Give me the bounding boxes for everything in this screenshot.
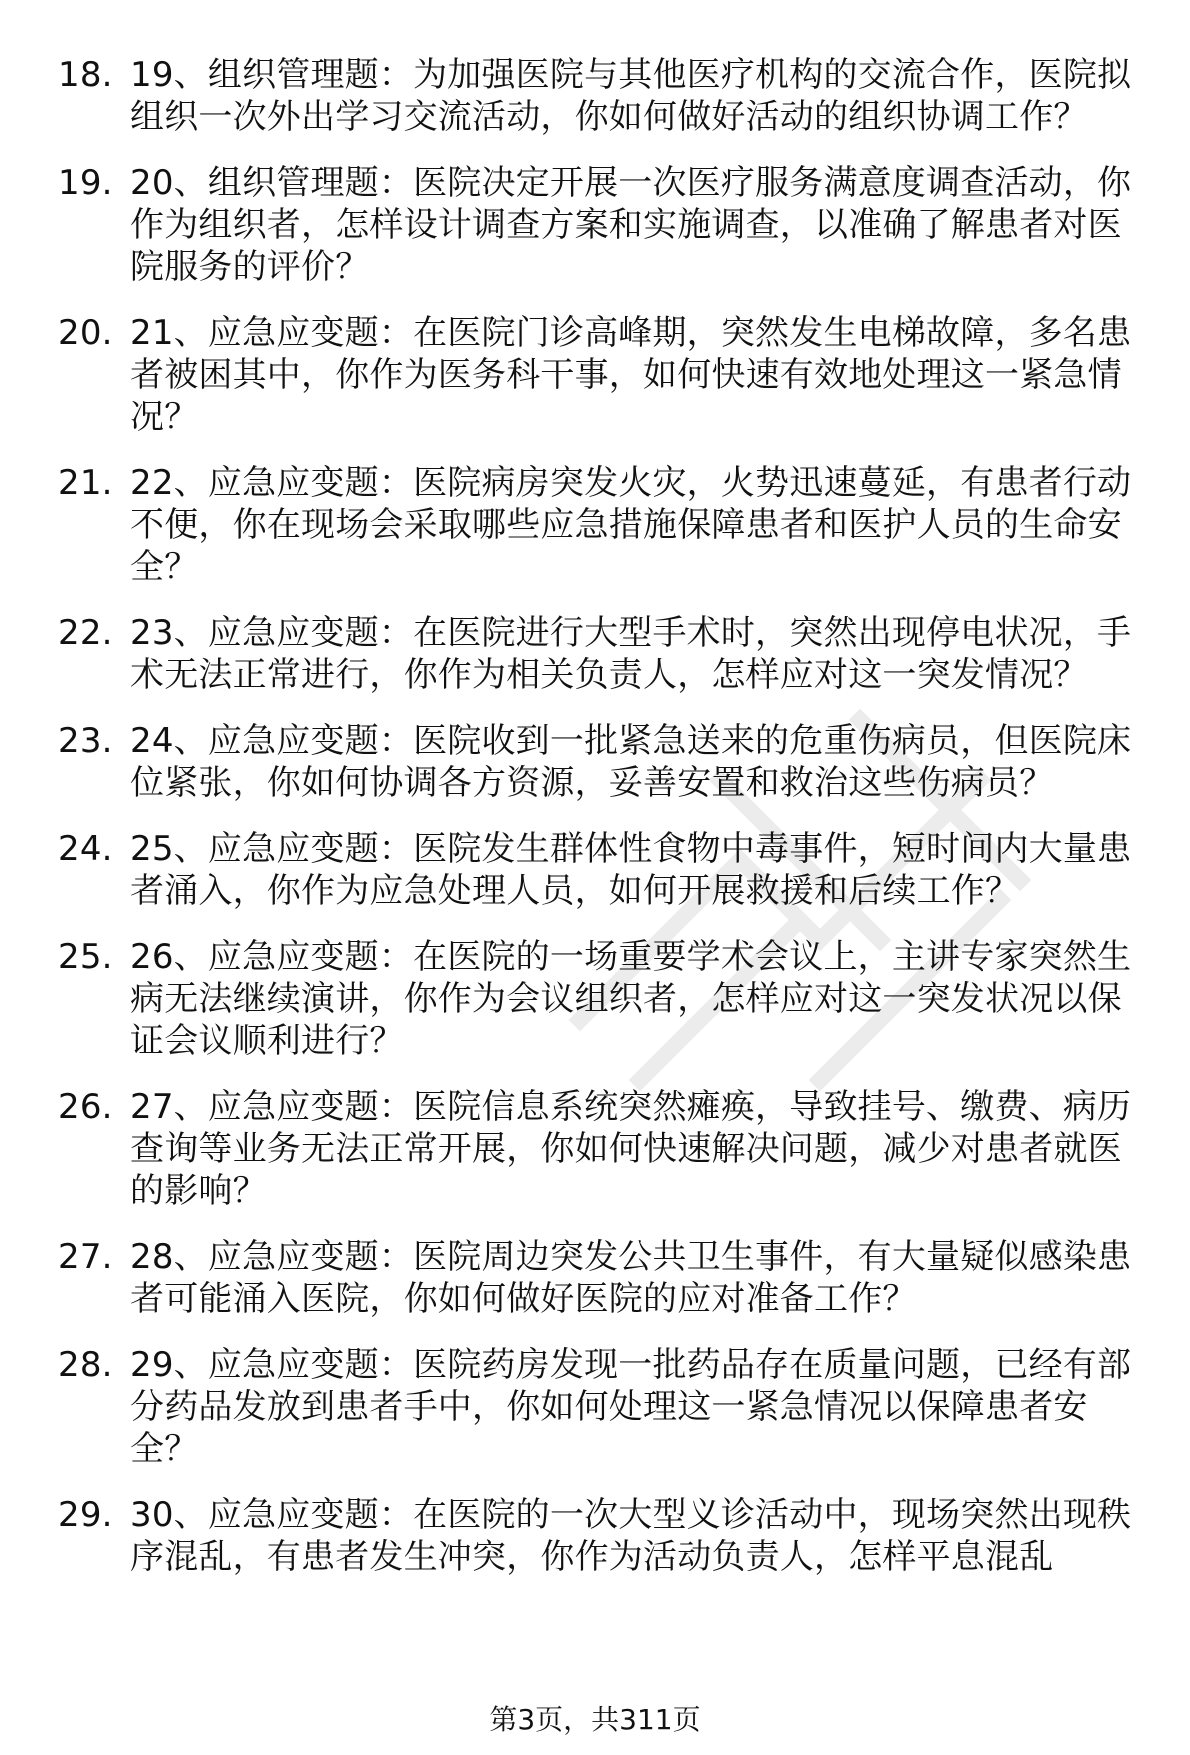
page-number-label: 第3页，共311页: [489, 1703, 701, 1736]
question-text: 30、应急应变题：在医院的一次大型义诊活动中，现场突然出现秩序混乱，有患者发生冲突，你作为活动负责人，怎样平息混乱: [130, 1495, 1132, 1577]
question-text: 21、应急应变题：在医院门诊高峰期，突然发生电梯故障，多名患者被困其中，你作为医务科干事，如何快速有效地处理这一紧急情况？: [130, 313, 1132, 437]
question-item: [58, 312, 1148, 438]
question-item: [58, 54, 1148, 138]
question-text: 24、应急应变题：医院收到一批紧急送来的危重伤病员，但医院床位紧张，你如何协调各方资源，妥善安置和救治这些伤病员？: [130, 721, 1132, 803]
question-text: 27、应急应变题：医院信息系统突然瘫痪，导致挂号、缴费、病历查询等业务无法正常开展，你如何快速解决问题，减少对患者就医的影响？: [130, 1087, 1132, 1211]
question-item: [58, 462, 1148, 588]
question-number: 27.: [58, 1237, 113, 1277]
question-item: [58, 828, 1148, 912]
question-number: 26.: [58, 1087, 113, 1127]
question-item: [58, 1236, 1148, 1320]
page-footer: [0, 1703, 1190, 1737]
question-text: 28、应急应变题：医院周边突发公共卫生事件，有大量疑似感染患者可能涌入医院，你如何做好医院的应对准备工作？: [130, 1237, 1132, 1319]
question-text: 19、组织管理题：为加强医院与其他医疗机构的交流合作，医院拟组织一次外出学习交流活动，你如何做好活动的组织协调工作？: [130, 55, 1132, 137]
question-list: [58, 54, 1148, 1602]
question-item: [58, 1494, 1148, 1578]
question-number: 18.: [58, 55, 113, 95]
question-number: 19.: [58, 163, 113, 203]
question-number: 24.: [58, 829, 113, 869]
question-number: 22.: [58, 613, 113, 653]
question-number: 29.: [58, 1495, 113, 1535]
question-item: [58, 936, 1148, 1062]
question-item: [58, 162, 1148, 288]
question-text: 20、组织管理题：医院决定开展一次医疗服务满意度调查活动，你作为组织者，怎样设计调查方案和实施调查，以准确了解患者对医院服务的评价？: [130, 163, 1132, 287]
question-text: 26、应急应变题：在医院的一场重要学术会议上，主讲专家突然生病无法继续演讲，你作为会议组织者，怎样应对这一突发状况以保证会议顺利进行？: [130, 937, 1132, 1061]
question-item: [58, 1086, 1148, 1212]
question-number: 20.: [58, 313, 113, 353]
question-number: 23.: [58, 721, 113, 761]
question-text: 25、应急应变题：医院发生群体性食物中毒事件，短时间内大量患者涌入，你作为应急处理人员，如何开展救援和后续工作？: [130, 829, 1132, 911]
question-text: 29、应急应变题：医院药房发现一批药品存在质量问题，已经有部分药品发放到患者手中，你如何处理这一紧急情况以保障患者安全？: [130, 1345, 1132, 1469]
question-number: 21.: [58, 463, 113, 503]
question-text: 22、应急应变题：医院病房突发火灾，火势迅速蔓延，有患者行动不便，你在现场会采取哪些应急措施保障患者和医护人员的生命安全？: [130, 463, 1132, 587]
question-item: [58, 1344, 1148, 1470]
question-item: [58, 720, 1148, 804]
question-number: 25.: [58, 937, 113, 977]
question-number: 28.: [58, 1345, 113, 1385]
question-text: 23、应急应变题：在医院进行大型手术时，突然出现停电状况，手术无法正常进行，你作为相关负责人，怎样应对这一突发情况？: [130, 613, 1132, 695]
question-item: [58, 612, 1148, 696]
